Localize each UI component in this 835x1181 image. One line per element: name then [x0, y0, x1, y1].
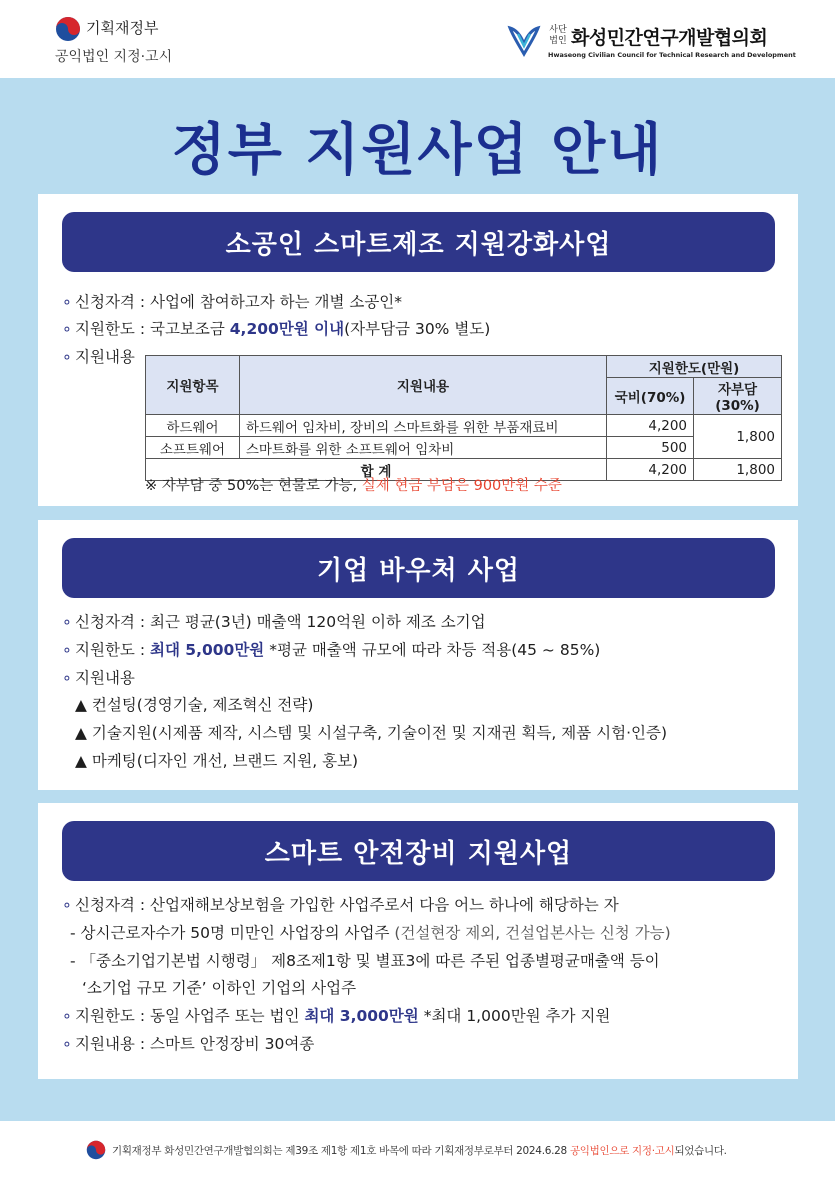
- eligibility-line: ∘ 신청자격 : 최근 평균(3년) 매출액 120억원 이하 제조 소기업: [62, 613, 486, 631]
- table-row: [146, 437, 782, 459]
- cell-self-merged: 1,800: [694, 415, 782, 459]
- cell-national: 500: [607, 437, 694, 459]
- bullet-icon: ∘: [62, 896, 72, 914]
- note-line: ※ 자부담 중 50%는 현물로 가능, 실제 현금 부담은 900만원 수준: [145, 478, 562, 494]
- council-logo-icon: [507, 24, 541, 58]
- eligibility-line: ∘ 신청자격 : 산업재해보상보험을 가입한 사업주로서 다음 어느 하나에 해당하는 자: [62, 896, 619, 914]
- cell-total-self: 1,800: [694, 459, 782, 481]
- bullet-icon: ∘: [62, 1007, 72, 1025]
- list-item: ▲ 기술지원(시제품 제작, 시스템 및 시설구축, 기술이전 및 지재권 획득, 제품 시험·인증): [75, 724, 668, 742]
- bullet-icon: ∘: [62, 320, 72, 338]
- top-bar: [0, 0, 835, 78]
- limit-line: ∘ 지원한도 : 국고보조금 4,200만원 이내(자부담금 30% 별도): [62, 320, 491, 338]
- cell-national: 4,200: [607, 415, 694, 437]
- th-limit: 지원한도(만원): [607, 356, 782, 378]
- sub-condition-1: - 상시근로자수가 50명 미만인 사업장의 사업주 (건설현장 제외, 건설업본사는 신청 가능): [70, 924, 671, 942]
- th-content: 지원내용: [239, 356, 606, 415]
- bullet-icon: ∘: [62, 348, 72, 366]
- section-smart-manufacturing: [38, 194, 798, 506]
- content-label-line: ∘ 지원내용: [62, 669, 135, 687]
- list-item: ▲ 컨설팅(경영기술, 제조혁신 전략): [75, 696, 314, 714]
- support-table: [145, 355, 782, 481]
- bullet-icon: ∘: [62, 293, 72, 311]
- bullet-icon: ∘: [62, 613, 72, 631]
- cell-total-national: 4,200: [607, 459, 694, 481]
- th-self: 자부담(30%): [694, 378, 782, 415]
- bullet-icon: ∘: [62, 669, 72, 687]
- th-item: 지원항목: [146, 356, 240, 415]
- council-prefix: 사단 법인: [549, 25, 567, 46]
- council-english-name: Hwaseong Civilian Council for Technical Research and Development: [548, 51, 796, 59]
- taegeuk-logo-icon: [86, 1140, 106, 1160]
- gov-sub: 공익법인 지정·고시: [55, 49, 173, 65]
- list-item: ▲ 마케팅(디자인 개선, 브랜드 지원, 홍보): [75, 752, 359, 770]
- limit-line: ∘ 지원한도 : 최대 5,000만원 *평균 매출액 규모에 따라 차등 적용(45 ~ 85%): [62, 641, 601, 659]
- cell-total-label: 합 계: [146, 459, 607, 481]
- content-label-line: ∘ 지원내용: [62, 348, 135, 366]
- council-name: 화성민간연구개발협의회: [571, 27, 768, 49]
- bullet-icon: ∘: [62, 1035, 72, 1053]
- sub-condition-2a: - 「중소기업기본법 시행령」 제8조제1항 및 별표3에 따른 주된 업종별평균매출액 등이: [70, 952, 660, 970]
- section-title: 소공인 스마트제조 지원강화사업: [62, 212, 775, 272]
- limit-line: ∘ 지원한도 : 동일 사업주 또는 법인 최대 3,000만원 *최대 1,000만원 추가 지원: [62, 1007, 611, 1025]
- cell-item: 하드웨어: [146, 415, 240, 437]
- cell-content: 하드웨어 임차비, 장비의 스마트화를 위한 부품재료비: [239, 415, 606, 437]
- content-line: ∘ 지원내용 : 스마트 안정장비 30여종: [62, 1035, 315, 1053]
- page-title: 정부 지원사업 안내: [171, 118, 664, 183]
- th-national: 국비(70%): [607, 378, 694, 415]
- taegeuk-logo-icon: [55, 16, 81, 42]
- sub-condition-2b: ‘소기업 규모 기준’ 이하인 기업의 사업주: [82, 979, 357, 997]
- cell-content: 스마트화를 위한 소프트웨어 임차비: [239, 437, 606, 459]
- table-row: [146, 415, 782, 437]
- gov-name: 기획재정부: [86, 19, 159, 37]
- eligibility-line: ∘ 신청자격 : 사업에 참여하고자 하는 개별 소공인*: [62, 293, 403, 311]
- footer-text: 기획재정부 화성민간연구개발협의회는 제39조 제1항 제1호 바목에 따라 기획재정부로부터 2024.6.28 공익법인으로 지정·고시되었습니다.: [112, 1145, 727, 1157]
- section-voucher: [38, 520, 798, 790]
- section-safety-equipment: [38, 803, 798, 1079]
- cell-item: 소프트웨어: [146, 437, 240, 459]
- bullet-icon: ∘: [62, 641, 72, 659]
- footer: [0, 1121, 835, 1181]
- section-title: 스마트 안전장비 지원사업: [62, 821, 775, 881]
- section-title: 기업 바우처 사업: [62, 538, 775, 598]
